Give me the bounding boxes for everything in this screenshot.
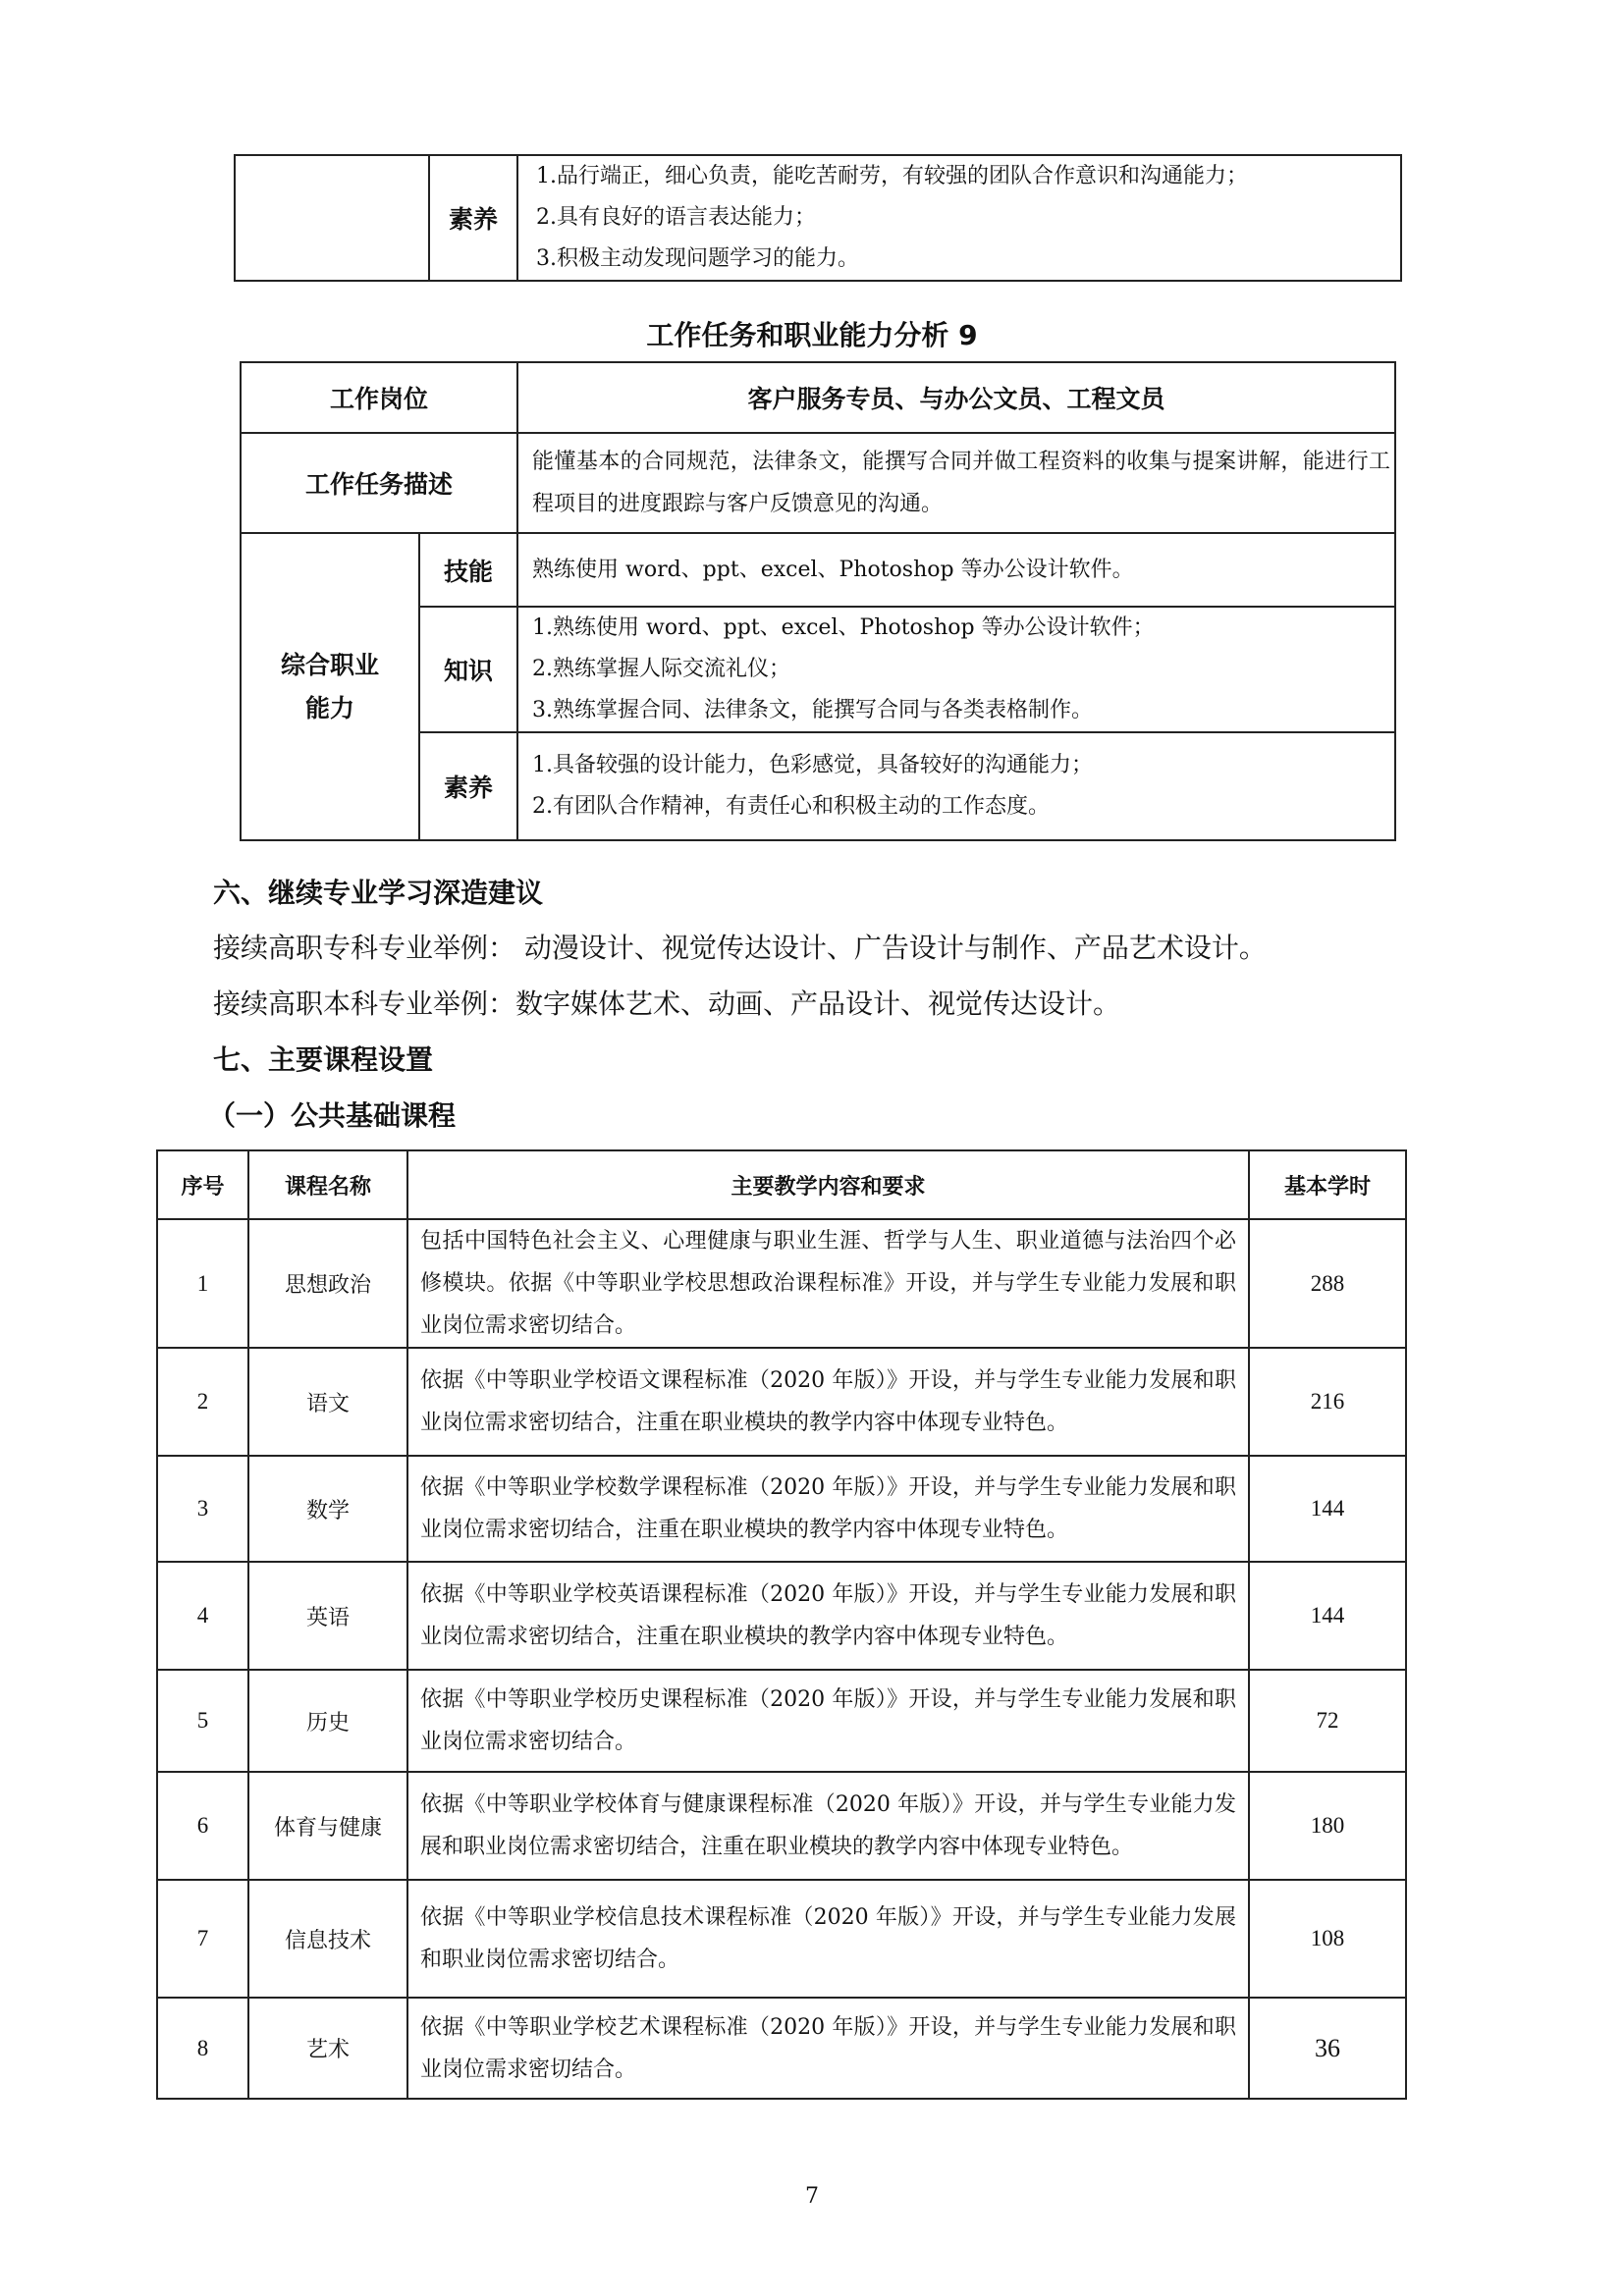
- row-name: 信息技术: [248, 1880, 407, 1998]
- row-no: 3: [157, 1456, 248, 1562]
- row-hours: 72: [1249, 1670, 1406, 1772]
- knowledge-label: 知识: [419, 607, 517, 732]
- row-content: 依据《中等职业学校体育与健康课程标准（2020 年版）》开设，并与学生专业能力发展和职业岗位需求密切结合，注重在职业模块的教学内容中体现专业特色。: [407, 1772, 1249, 1880]
- row-hours: 144: [1249, 1456, 1406, 1562]
- row-name: 体育与健康: [248, 1772, 407, 1880]
- section6-line2: 接续高职本科专业举例：数字媒体艺术、动画、产品设计、视觉传达设计。: [213, 988, 1121, 1020]
- row-no: 6: [157, 1772, 248, 1880]
- header-content: 主要教学内容和要求: [407, 1150, 1249, 1219]
- table-row: [157, 1348, 1406, 1456]
- ability-label-line1: 综合职业: [280, 650, 379, 679]
- analysis-table: [240, 361, 1396, 841]
- table-row: [157, 1772, 1406, 1880]
- row-no: 1: [157, 1219, 248, 1348]
- row-name: 数学: [248, 1456, 407, 1562]
- quality-line-1: 1.具备较强的设计能力，色彩感觉，具备较好的沟通能力；: [532, 753, 1094, 777]
- row-content: 依据《中等职业学校数学课程标准（2020 年版）》开设，并与学生专业能力发展和职业岗位需求密切结合，注重在职业模块的教学内容中体现专业特色。: [407, 1456, 1249, 1562]
- row-hours: 180: [1249, 1772, 1406, 1880]
- quality-line-2: 2.有团队合作精神，有责任心和积极主动的工作态度。: [532, 794, 1051, 819]
- row-no: 5: [157, 1670, 248, 1772]
- table-row: [157, 1219, 1406, 1348]
- knowledge-line-2: 2.熟练掌握人际交流礼仪；: [532, 657, 791, 681]
- course-table-header: [157, 1150, 1406, 1219]
- skill-value: [517, 533, 1395, 607]
- task-label: 工作任务描述: [241, 433, 517, 533]
- row-hours: 288: [1249, 1219, 1406, 1348]
- page-number: 7: [805, 2184, 819, 2209]
- row-no: 2: [157, 1348, 248, 1456]
- row-content: 包括中国特色社会主义、心理健康与职业生涯、哲学与人生、职业道德与法治四个必修模块。依据《中等职业学校思想政治课程标准》开设，并与学生专业能力发展和职业岗位需求密切结合。: [407, 1219, 1249, 1348]
- ability-label: [241, 533, 419, 840]
- row-content: 依据《中等职业学校英语课程标准（2020 年版）》开设，并与学生专业能力发展和职业岗位需求密切结合，注重在职业模块的教学内容中体现专业特色。: [407, 1562, 1249, 1670]
- row-name: 语文: [248, 1348, 407, 1456]
- header-name: 课程名称: [248, 1150, 407, 1219]
- row-name: 艺术: [248, 1998, 407, 2099]
- knowledge-value: [517, 607, 1395, 732]
- row-content: 依据《中等职业学校历史课程标准（2020 年版）》开设，并与学生专业能力发展和职业岗位需求密切结合。: [407, 1670, 1249, 1772]
- row-hours: 216: [1249, 1348, 1406, 1456]
- header-hours: 基本学时: [1249, 1150, 1406, 1219]
- row-content: 依据《中等职业学校信息技术课程标准（2020 年版）》开设，并与学生专业能力发展和职业岗位需求密切结合。: [407, 1880, 1249, 1998]
- post-label: 工作岗位: [241, 362, 517, 433]
- row-hours: 144: [1249, 1562, 1406, 1670]
- row-no: 4: [157, 1562, 248, 1670]
- row-name: 思想政治: [248, 1219, 407, 1348]
- section7-subheading: （一）公共基础课程: [208, 1099, 457, 1132]
- quality-value: [517, 732, 1395, 840]
- section6-line1: 接续高职专科专业举例： 动漫设计、视觉传达设计、广告设计与制作、产品艺术设计。: [213, 932, 1267, 964]
- section7-heading: 七、主要课程设置: [213, 1043, 434, 1076]
- row-name: 历史: [248, 1670, 407, 1772]
- table-row: [157, 1880, 1406, 1998]
- analysis-title: 工作任务和职业能力分析 9: [646, 319, 978, 351]
- section6-heading: 六、继续专业学习深造建议: [213, 877, 544, 909]
- row-content: 依据《中等职业学校艺术课程标准（2020 年版）》开设，并与学生专业能力发展和职业岗位需求密切结合。: [407, 1998, 1249, 2099]
- header-no: 序号: [157, 1150, 248, 1219]
- row-no: 7: [157, 1880, 248, 1998]
- suyang-content: [517, 155, 1401, 281]
- suyang-line-2: 2.具有良好的语言表达能力；: [536, 205, 816, 230]
- row-hours: 36: [1249, 1998, 1406, 2099]
- table-row: [157, 1998, 1406, 2099]
- empty-cell: [235, 155, 429, 281]
- row-name: 英语: [248, 1562, 407, 1670]
- row-no: 8: [157, 1998, 248, 2099]
- quality-label: 素养: [419, 732, 517, 840]
- top-table: [234, 154, 1402, 282]
- table-row: [157, 1562, 1406, 1670]
- row-content: 依据《中等职业学校语文课程标准（2020 年版）》开设，并与学生专业能力发展和职业岗位需求密切结合，注重在职业模块的教学内容中体现专业特色。: [407, 1348, 1249, 1456]
- ability-label-line2: 能力: [304, 693, 354, 722]
- row-hours: 108: [1249, 1880, 1406, 1998]
- knowledge-line-1: 1.熟练使用 word、ppt、excel、Photoshop 等办公设计软件；: [532, 615, 1155, 640]
- task-value: 能懂基本的合同规范，法律条文，能撰写合同并做工程资料的收集与提案讲解，能进行工程项目的进度跟踪与客户反馈意见的沟通。: [517, 433, 1395, 533]
- course-table: [156, 1149, 1407, 2100]
- suyang-label: 素养: [429, 155, 517, 281]
- post-value: 客户服务专员、与办公文员、工程文员: [517, 362, 1395, 433]
- table-row: [157, 1456, 1406, 1562]
- knowledge-line-3: 3.熟练掌握合同、法律条文，能撰写合同与各类表格制作。: [532, 698, 1094, 722]
- skill-line: 熟练使用 word、ppt、excel、Photoshop 等办公设计软件。: [532, 557, 1134, 582]
- skill-label: 技能: [419, 533, 517, 607]
- suyang-line-1: 1.品行端正，细心负责，能吃苦耐劳，有较强的团队合作意识和沟通能力；: [536, 164, 1248, 188]
- table-row: [157, 1670, 1406, 1772]
- suyang-line-3: 3.积极主动发现问题学习的能力。: [536, 246, 859, 271]
